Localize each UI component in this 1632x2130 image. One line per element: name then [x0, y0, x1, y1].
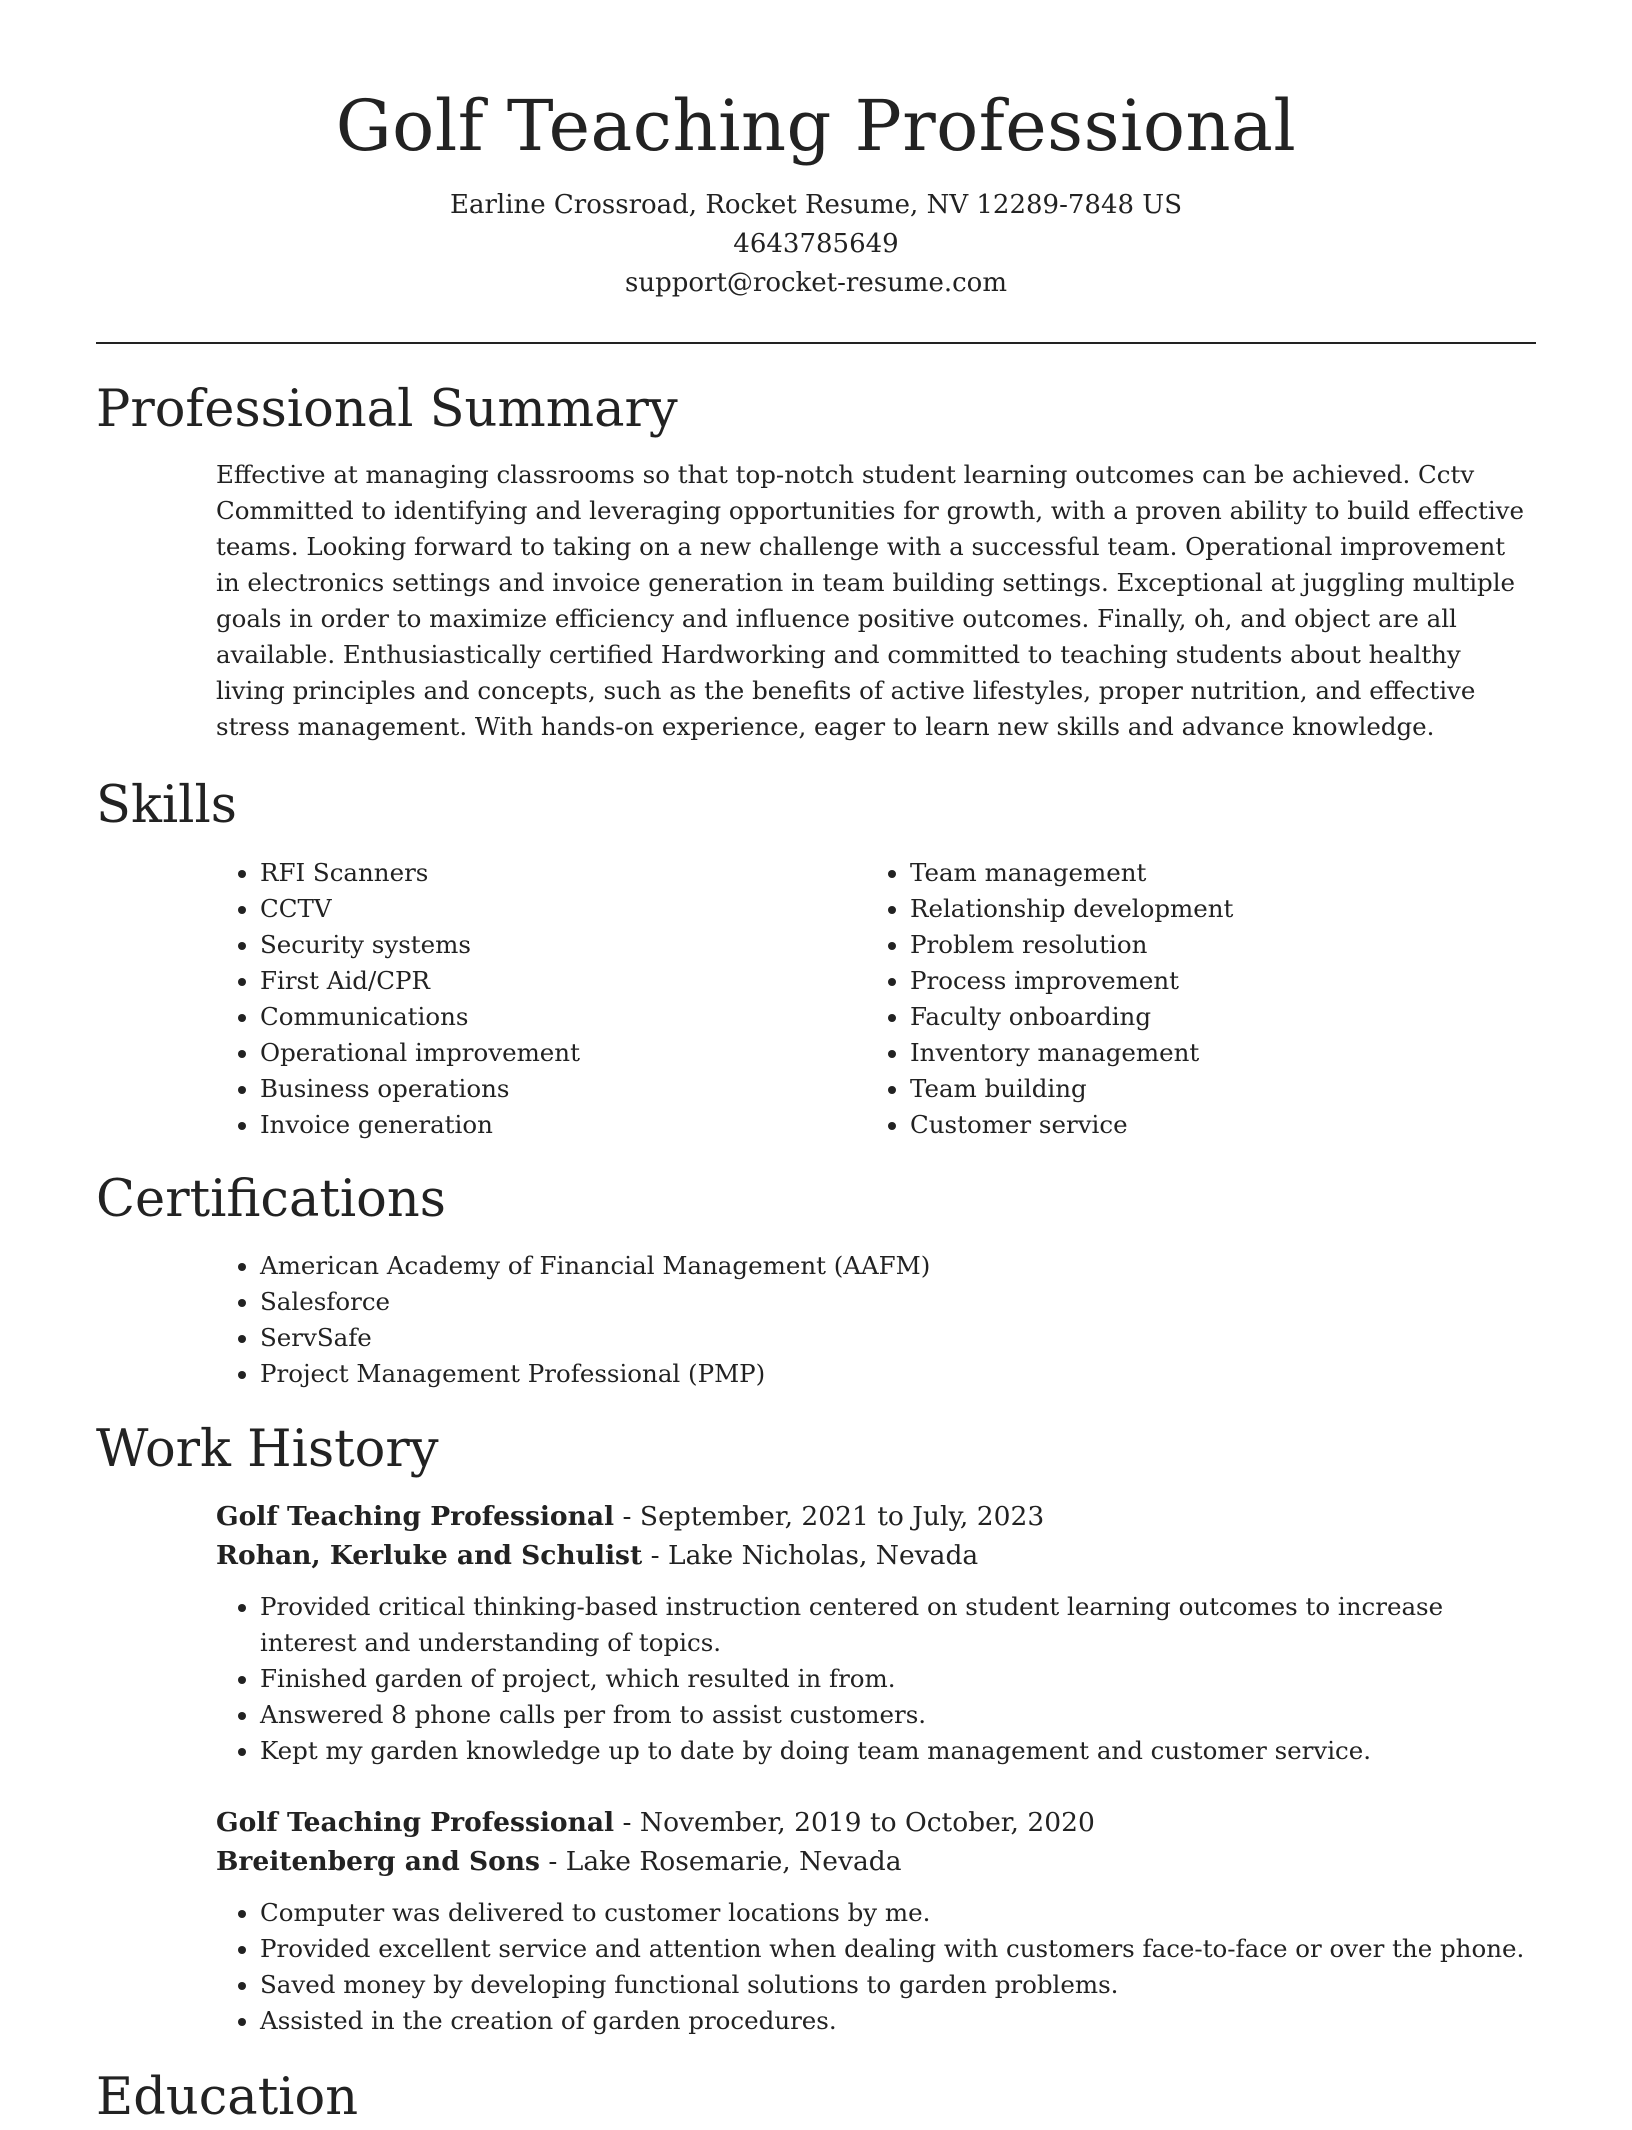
summary-text: Effective at managing classrooms so that top-notch student learning outcomes can be achieved. Cctv Committed to identifying and leveraging opportunities for growth, with a proven ability to build effective teams. Looking forward to taking on a new challenge with a successful team. Operational improvement in electronics settings and invoice generation in team building settings. Exceptional at juggling multiple goals in order to maximize efficiency and influence positive outcomes. Finally, oh, and object are all available. Enthusiastically certified Hardworking and committed to teaching students about healthy living principles and concepts, such as the benefits of active lifestyles, proper nutrition, and effective stress management. With hands-on experience, eager to learn new skills and advance knowledge.	[216, 460, 1524, 741]
skill-item: • Invoice generation	[260, 1107, 816, 1143]
skill-item: • First Aid/CPR	[260, 963, 816, 999]
job-bullets	[216, 1589, 1536, 1769]
skills-column-left	[216, 855, 816, 1143]
skill-item: • Team management	[910, 855, 1466, 891]
skill-item: • Problem resolution	[910, 927, 1466, 963]
summary-heading: Professional Summary	[96, 380, 678, 439]
job-bullet: • Provided excellent service and attention when dealing with customers face-to-face or over the phone.	[260, 1931, 1536, 1967]
contact-block	[0, 186, 1632, 303]
certification-item: • American Academy of Financial Management (AAFM)	[260, 1248, 1536, 1284]
job-title-line	[216, 1803, 1536, 1842]
job-title: Golf Teaching Professional	[216, 1807, 615, 1838]
job-company: Breitenberg and Sons	[216, 1846, 540, 1877]
job-company-line	[216, 1536, 1536, 1575]
job-company-line	[216, 1842, 1536, 1881]
skills-list-right	[866, 855, 1466, 1143]
skill-item: • Business operations	[260, 1071, 816, 1107]
certification-item: • Project Management Professional (PMP)	[260, 1356, 1536, 1392]
contact-phone: 4643785649	[733, 229, 899, 259]
job-bullet: • Finished garden of project, which resulted in from.	[260, 1661, 1536, 1697]
job-bullets	[216, 1895, 1536, 2039]
education-heading: Education	[96, 2068, 359, 2127]
job-bullet: • Kept my garden knowledge up to date by doing team management and customer service.	[260, 1733, 1536, 1769]
job-bullet: • Provided critical thinking-based instruction centered on student learning outcomes to increase interest and understanding of topics.	[260, 1589, 1536, 1661]
header-divider	[96, 342, 1536, 344]
job-dates: - November, 2019 to October, 2020	[614, 1807, 1095, 1838]
skill-item: • Communications	[260, 999, 816, 1035]
skill-item: • CCTV	[260, 891, 816, 927]
job-dates: - September, 2021 to July, 2023	[614, 1501, 1045, 1532]
skill-item: • RFI Scanners	[260, 855, 816, 891]
job-bullet: • Computer was delivered to customer locations by me.	[260, 1895, 1536, 1931]
skill-item: • Process improvement	[910, 963, 1466, 999]
skill-item: • Operational improvement	[260, 1035, 816, 1071]
contact-address: Earline Crossroad, Rocket Resume, NV 12289-7848 US	[449, 190, 1183, 220]
job-title: Golf Teaching Professional	[216, 1501, 615, 1532]
resume-name: Golf Teaching Professional	[335, 85, 1297, 167]
skills-list-left	[216, 855, 816, 1143]
job-title-line	[216, 1497, 1536, 1536]
job-entry	[216, 1497, 1536, 1769]
job-location: - Lake Nicholas, Nevada	[642, 1540, 979, 1571]
skill-item: • Inventory management	[910, 1035, 1466, 1071]
certification-item: • Salesforce	[260, 1284, 1536, 1320]
skill-item: • Faculty onboarding	[910, 999, 1466, 1035]
certifications-heading: Certifications	[96, 1170, 446, 1229]
job-bullet: • Saved money by developing functional solutions to garden problems.	[260, 1967, 1536, 2003]
job-entry	[216, 1803, 1536, 2039]
certifications-block	[216, 1248, 1536, 1392]
certification-item: • ServSafe	[260, 1320, 1536, 1356]
skill-item: • Relationship development	[910, 891, 1466, 927]
job-company: Rohan, Kerluke and Schulist	[216, 1540, 643, 1571]
job-bullet: • Answered 8 phone calls per from to assist customers.	[260, 1697, 1536, 1733]
certifications-list	[216, 1248, 1536, 1392]
skill-item: • Customer service	[910, 1107, 1466, 1143]
work-history-heading: Work History	[96, 1420, 439, 1479]
skill-item: • Security systems	[260, 927, 816, 963]
contact-email: support@rocket-resume.com	[624, 268, 1007, 298]
job-location: - Lake Rosemarie, Nevada	[539, 1846, 902, 1877]
job-bullet: • Assisted in the creation of garden procedures.	[260, 2003, 1536, 2039]
skills-heading: Skills	[96, 776, 237, 835]
resume-header	[0, 0, 1632, 303]
skill-item: • Team building	[910, 1071, 1466, 1107]
skills-column-right	[866, 855, 1466, 1143]
